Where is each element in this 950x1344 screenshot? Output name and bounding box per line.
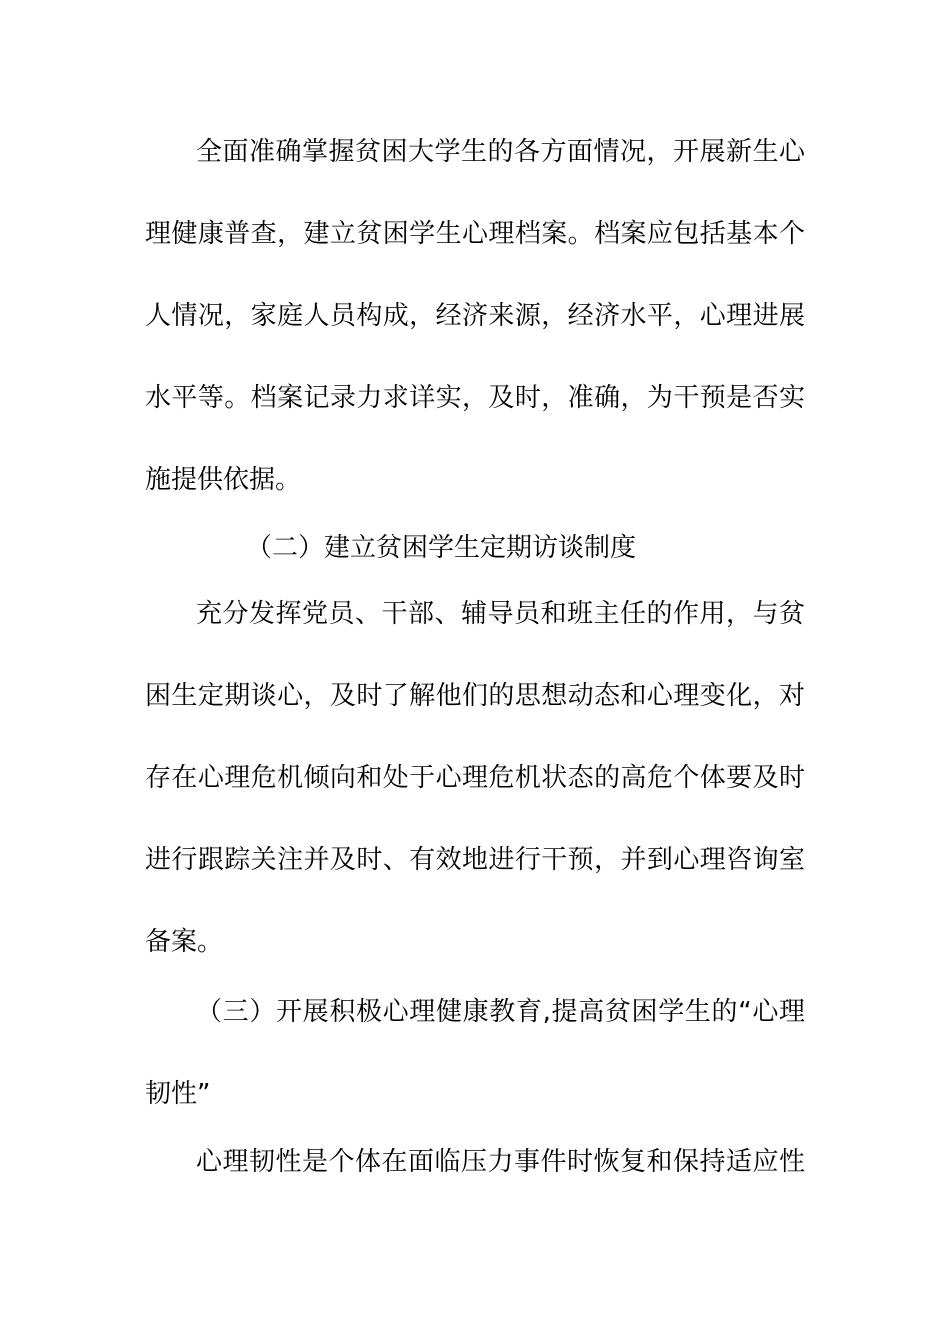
paragraph-1-line-4: 水平等。档案记录力求详实，及时，准确，为干预是否实 [145,383,805,413]
section-heading-2: （二）建立贫困学生定期访谈制度 [246,533,637,563]
paragraph-2-line-4: 进行跟踪关注并及时、有效地进行干预，并到心理咨询室 [145,845,805,875]
section-heading-3-line-2: 韧性” [145,1079,211,1109]
paragraph-2-line-5: 备案。 [145,927,224,957]
paragraph-2-line-1: 充分发挥党员、干部、辅导员和班主任的作用，与贫 [196,599,805,629]
paragraph-1-line-2: 理健康普查，建立贫困学生心理档案。档案应包括基本个 [145,219,805,249]
paragraph-2-line-3: 存在心理危机倾向和处于心理危机状态的高危个体要及时 [145,763,805,793]
paragraph-3-line-1: 心理韧性是个体在面临压力事件时恢复和保持适应性 [196,1147,805,1177]
paragraph-1-line-1: 全面准确掌握贫困大学生的各方面情况，开展新生心 [196,137,805,167]
section-heading-3-line-1: （三）开展积极心理健康教育,提高贫困学生的“心理 [196,997,805,1027]
paragraph-1-line-3: 人情况，家庭人员构成，经济来源，经济水平，心理进展 [145,301,805,331]
paragraph-1-line-5: 施提供依据。 [145,465,302,495]
paragraph-2-line-2: 困生定期谈心，及时了解他们的思想动态和心理变化，对 [145,681,805,711]
